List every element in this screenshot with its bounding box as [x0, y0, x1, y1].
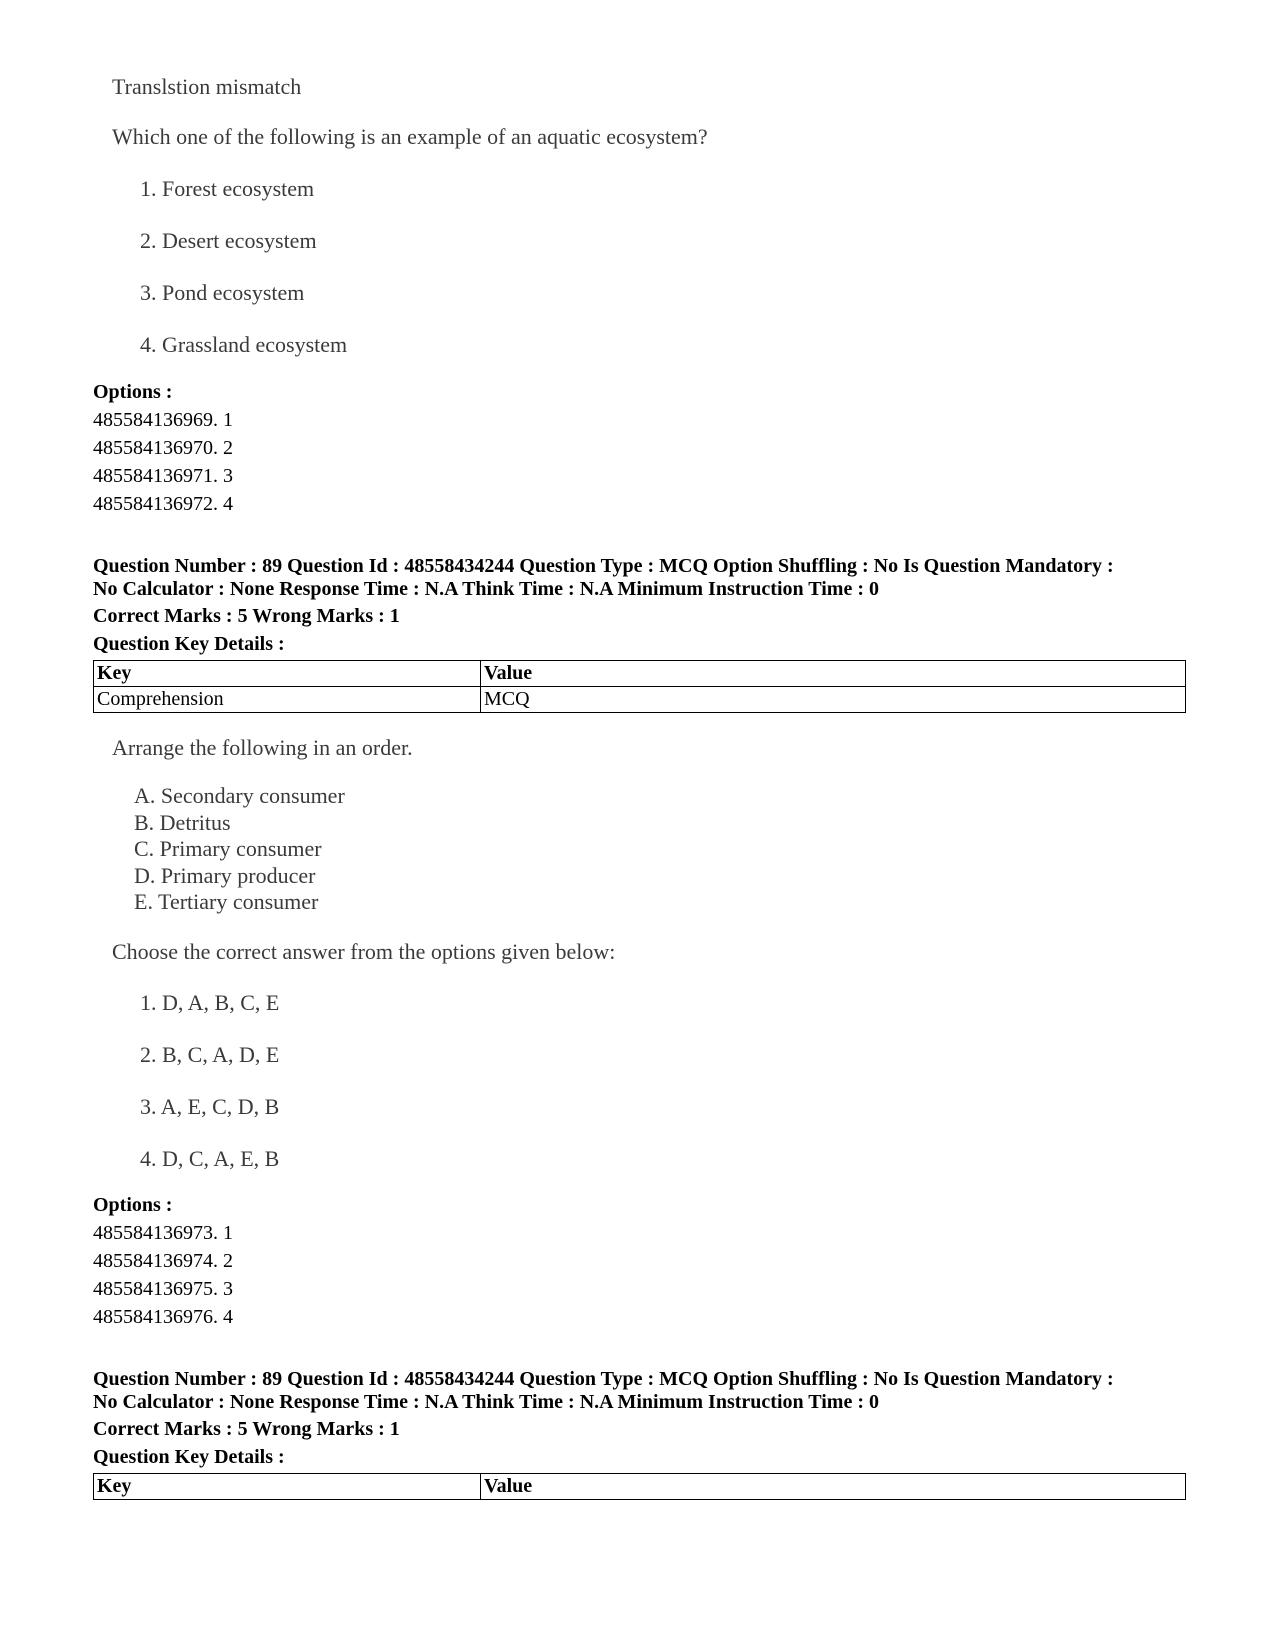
table-cell-key: Comprehension — [94, 687, 481, 713]
table-header-row — [94, 1474, 1186, 1500]
choice-item: 3. A, E, C, D, B — [140, 1094, 280, 1119]
option-item: 485584136973. 1 — [93, 1222, 233, 1244]
choice-item: 4. Grassland ecosystem — [140, 332, 348, 357]
table-header-key: Key — [94, 661, 481, 687]
table-header-row — [94, 661, 1186, 687]
choice-item: 1. Forest ecosystem — [140, 176, 315, 201]
option-item: 485584136972. 4 — [93, 493, 233, 515]
order-item: C. Primary consumer — [134, 836, 322, 861]
order-item: A. Secondary consumer — [134, 783, 345, 808]
key-details-table — [93, 660, 1186, 713]
question-meta-line: Question Number : 89 Question Id : 48558434244 Question Type : MCQ Option Shuffling : No Is Question Mandatory : — [93, 1368, 1114, 1390]
choice-item: 4. D, C, A, E, B — [140, 1146, 280, 1171]
instruction-text: Choose the correct answer from the options given below: — [112, 939, 616, 964]
translation-note: Translstion mismatch — [112, 74, 302, 99]
order-item: B. Detritus — [134, 809, 231, 835]
table-cell-value: MCQ — [481, 687, 1186, 713]
options-label: Options : — [93, 381, 173, 403]
key-details-table — [93, 1473, 1186, 1500]
choice-item: 2. Desert ecosystem — [140, 228, 317, 253]
marks-line: Correct Marks : 5 Wrong Marks : 1 — [93, 605, 400, 627]
question-meta — [93, 1368, 1114, 1414]
table-header-key: Key — [94, 1474, 481, 1500]
table-row — [94, 687, 1186, 713]
option-item: 485584136970. 2 — [93, 437, 233, 459]
order-item: D. Primary producer — [134, 862, 316, 888]
question-meta-line: No Calculator : None Response Time : N.A Think Time : N.A Minimum Instruction Time : 0 — [93, 1391, 879, 1413]
choice-item: 1. D, A, B, C, E — [140, 990, 280, 1015]
table-header-value: Value — [481, 1474, 1186, 1500]
choice-item: 2. B, C, A, D, E — [140, 1042, 280, 1067]
option-item: 485584136976. 4 — [93, 1306, 233, 1328]
option-item: 485584136969. 1 — [93, 409, 233, 431]
option-item: 485584136971. 3 — [93, 465, 233, 487]
order-item: E. Tertiary consumer — [134, 889, 319, 914]
options-list — [93, 406, 233, 518]
marks-line: Correct Marks : 5 Wrong Marks : 1 — [93, 1418, 400, 1440]
key-details-label: Question Key Details : — [93, 633, 285, 655]
order-items — [134, 783, 345, 916]
option-item: 485584136975. 3 — [93, 1278, 233, 1300]
options-label: Options : — [93, 1194, 173, 1216]
question-meta — [93, 555, 1114, 601]
question-prompt: Arrange the following in an order. — [112, 735, 413, 760]
key-details-label: Question Key Details : — [93, 1446, 285, 1468]
option-item: 485584136974. 2 — [93, 1250, 233, 1272]
choice-item: 3. Pond ecosystem — [140, 280, 305, 305]
question-meta-line: No Calculator : None Response Time : N.A Think Time : N.A Minimum Instruction Time : 0 — [93, 578, 879, 600]
question-meta-line: Question Number : 89 Question Id : 48558434244 Question Type : MCQ Option Shuffling : No Is Question Mandatory : — [93, 555, 1114, 577]
question-text: Which one of the following is an example of an aquatic ecosystem? — [112, 124, 708, 149]
options-list — [93, 1219, 233, 1331]
table-header-value: Value — [481, 661, 1186, 687]
